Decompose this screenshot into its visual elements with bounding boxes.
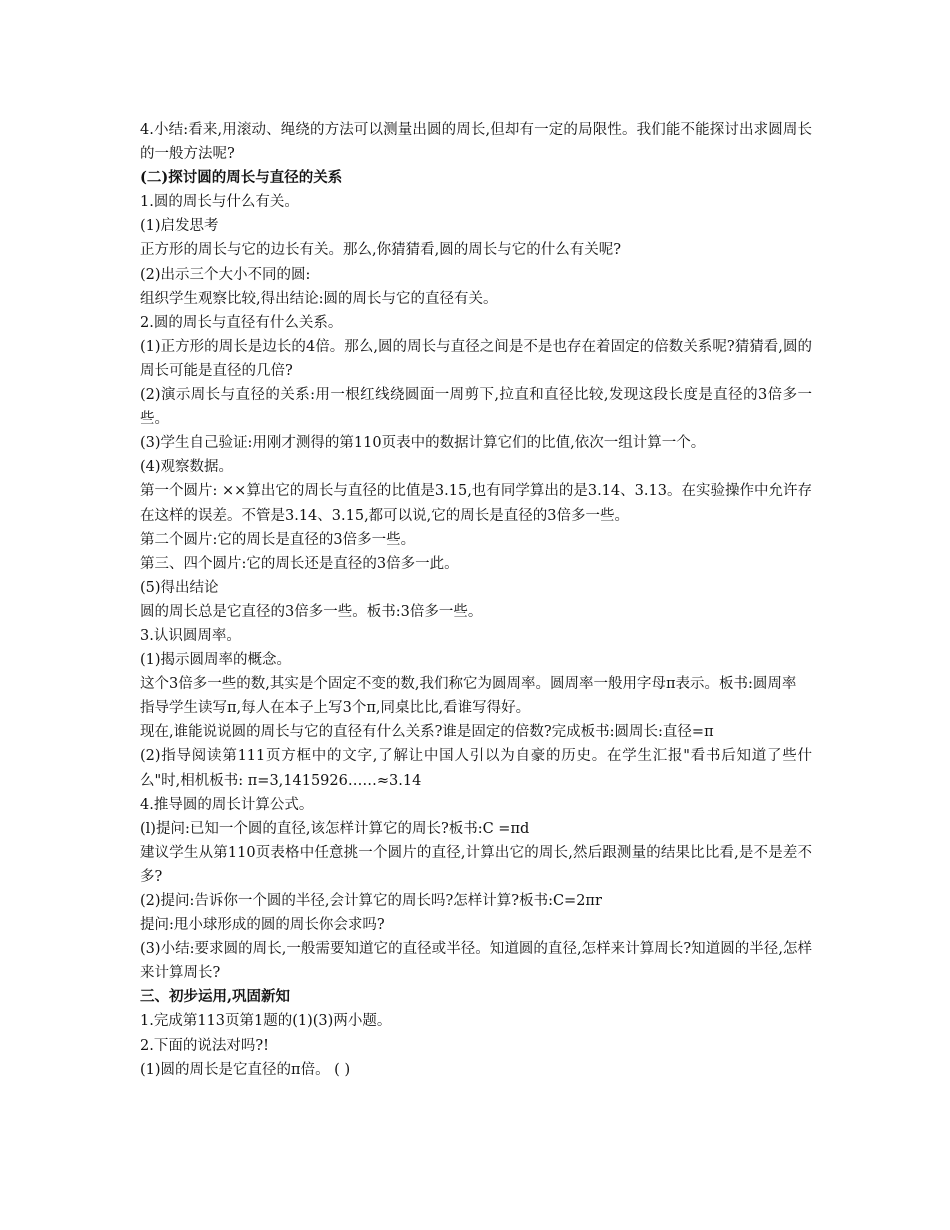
paragraph: (1)圆的周长是它直径的π倍。 ( ) xyxy=(140,1061,351,1078)
paragraph-summary-1: 4.小结:看来,用滚动、绳绕的方法可以测量出圆的周长,但却有一定的局限性。我们能不能探讨出求圆周长的一般方法呢? xyxy=(140,122,812,163)
paragraph: (1)揭示圆周率的概念。 xyxy=(140,652,292,669)
paragraph: (2)出示三个大小不同的圆: xyxy=(140,266,311,283)
paragraph: 第一个圆片: ××算出它的周长与直径的比值是3.15,也有同学算出的是3.14、3.13。在实验操作中允许存在这样的误差。不管是3.14、3.15,都可以说,它的周长是直径的3倍多一些。 xyxy=(140,483,812,524)
paragraph: (l)提问:已知一个圆的直径,该怎样计算它的周长?板书:C =πd xyxy=(140,820,530,837)
paragraph: (3)学生自己验证:用刚才测得的第110页表中的数据计算它们的比值,依次一组计算一个。 xyxy=(140,435,706,452)
paragraph: (2)提问:告诉你一个圆的半径,会计算它的周长吗?怎样计算?板书:C=2πr xyxy=(140,893,602,909)
paragraph: 现在,谁能说说圆的周长与它的直径有什么关系?谁是固定的倍数?完成板书:圆周长:直径=π xyxy=(140,724,714,741)
paragraph: (2)指导阅读第111页方框中的文字,了解让中国人引以为自豪的历史。在学生汇报"看书后知道了些什么"时,相机板书: π=3,1415926……≈3.14 xyxy=(140,748,812,789)
paragraph: 1.完成第113页第1题的(1)(3)两小题。 xyxy=(140,1013,392,1030)
paragraph: 建议学生从第110页表格中任意挑一个圆片的直径,计算出它的周长,然后跟测量的结果比比看,是不是差不多? xyxy=(140,844,812,885)
document-page xyxy=(140,118,812,1082)
paragraph: (2)演示周长与直径的关系:用一根红线绕圆面一周剪下,拉直和直径比较,发现这段长度是直径的3倍多一些。 xyxy=(140,387,812,428)
paragraph: 指导学生读写π,每人在本子上写3个π,同桌比比,看谁写得好。 xyxy=(140,700,531,717)
paragraph: 组织学生观察比较,得出结论:圆的周长与它的直径有关。 xyxy=(140,290,498,307)
paragraph: (3)小结:要求圆的周长,一般需要知道它的直径或半径。知道圆的直径,怎样来计算周长?知道圆的半径,怎样来计算周长? xyxy=(140,941,812,982)
paragraph: (5)得出结论 xyxy=(140,579,219,596)
paragraph: 1.圆的周长与什么有关。 xyxy=(140,194,299,211)
paragraph: 2.圆的周长与直径有什么关系。 xyxy=(140,314,343,331)
paragraph: 2.下面的说法对吗?! xyxy=(140,1037,269,1054)
paragraph: 4.推导圆的周长计算公式。 xyxy=(140,796,314,813)
paragraph: (1)启发思考 xyxy=(140,218,219,235)
paragraph: 提问:甩小球形成的圆的周长你会求吗? xyxy=(140,917,385,934)
section-heading-3: 三、初步运用,巩固新知 xyxy=(140,988,291,1006)
paragraph: 正方形的周长与它的边长有关。那么,你猜猜看,圆的周长与它的什么有关呢? xyxy=(140,242,621,259)
paragraph: 圆的周长总是它直径的3倍多一些。板书:3倍多一些。 xyxy=(140,603,483,620)
paragraph: 这个3倍多一些的数,其实是个固定不变的数,我们称它为圆周率。圆周率一般用字母π表示。板书:圆周率 xyxy=(140,676,797,693)
paragraph: 第二个圆片:它的周长是直径的3倍多一些。 xyxy=(140,531,416,548)
section-heading-2: (二)探讨圆的周长与直径的关系 xyxy=(140,169,343,187)
paragraph: (4)观察数据。 xyxy=(140,459,234,476)
paragraph: 3.认识圆周率。 xyxy=(140,627,241,644)
paragraph: 第三、四个圆片:它的周长还是直径的3倍多一此。 xyxy=(140,555,459,572)
paragraph: (1)正方形的周长是边长的4倍。那么,圆的周长与直径之间是不是也存在着固定的倍数关系呢?猜猜看,圆的周长可能是直径的几倍? xyxy=(140,338,812,379)
